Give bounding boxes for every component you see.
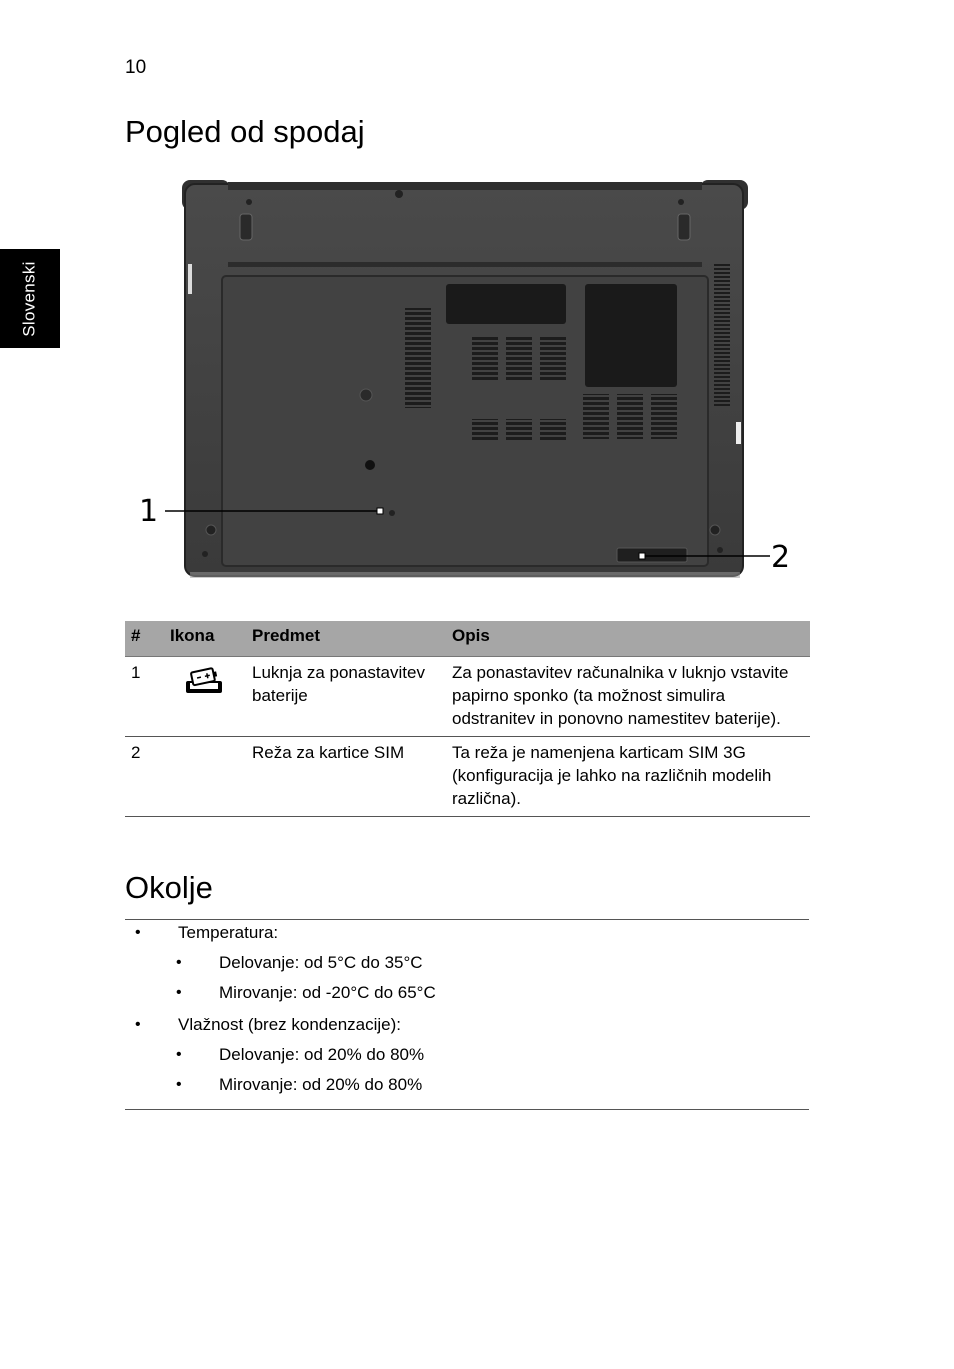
environment-list: [125, 919, 809, 1110]
list-subitem: [125, 981, 809, 1011]
header-icon: Ikona: [164, 621, 246, 657]
list-subitem-text: Mirovanje: od 20% do 80%: [219, 1075, 423, 1094]
laptop-bottom-image: [130, 172, 810, 592]
row-description: Za ponastavitev računalnika v luknjo vstavite papirno sponko (ta možnost simulira odstranitev in ponovno namestitev baterije).: [446, 657, 810, 737]
bullet-icon: •: [176, 984, 182, 1001]
section-title-bottom-view: Pogled od spodaj: [125, 114, 365, 149]
row-description: Ta reža je namenjena karticam SIM 3G (konfiguracija je lahko na različnih modelih različna).: [446, 737, 810, 817]
list-item: [125, 1013, 809, 1043]
list-item: [125, 921, 809, 951]
table-row: [125, 737, 810, 817]
row-number: 2: [125, 737, 164, 817]
bullet-icon: •: [176, 954, 182, 971]
battery-reset-icon: [170, 682, 224, 701]
list-subitem: [125, 1043, 809, 1073]
callout-2: 2: [771, 540, 791, 575]
table-row: [125, 657, 810, 737]
bullet-icon: •: [135, 924, 141, 941]
row-number: 1: [125, 657, 164, 737]
header-description: Opis: [446, 621, 810, 657]
list-item-text: Temperatura:: [178, 923, 279, 942]
list-subitem-text: Delovanje: od 5°C do 35°C: [219, 953, 423, 972]
list-subitem: [125, 1073, 809, 1103]
bullet-icon: •: [176, 1076, 182, 1093]
page-number: 10: [125, 57, 147, 78]
language-tab: [0, 249, 60, 348]
callout-1: 1: [139, 494, 159, 529]
language-tab-label: Slovenski: [20, 260, 39, 337]
bullet-icon: •: [176, 1046, 182, 1063]
row-icon-cell: [164, 657, 246, 737]
table-header-row: [125, 621, 810, 657]
list-subitem: [125, 951, 809, 981]
row-item: Reža za kartice SIM: [246, 737, 446, 817]
components-table: [125, 621, 810, 817]
section-title-environment: Okolje: [125, 870, 213, 905]
header-item: Predmet: [246, 621, 446, 657]
list-subitem-text: Delovanje: od 20% do 80%: [219, 1045, 425, 1064]
list-subitem-text: Mirovanje: od -20°C do 65°C: [219, 983, 436, 1002]
list-item-text: Vlažnost (brez kondenzacije):: [178, 1015, 402, 1034]
header-number: #: [125, 621, 164, 657]
row-icon-cell: [164, 737, 246, 817]
bullet-icon: •: [135, 1016, 141, 1033]
row-item: Luknja za ponastavitev baterije: [246, 657, 446, 737]
